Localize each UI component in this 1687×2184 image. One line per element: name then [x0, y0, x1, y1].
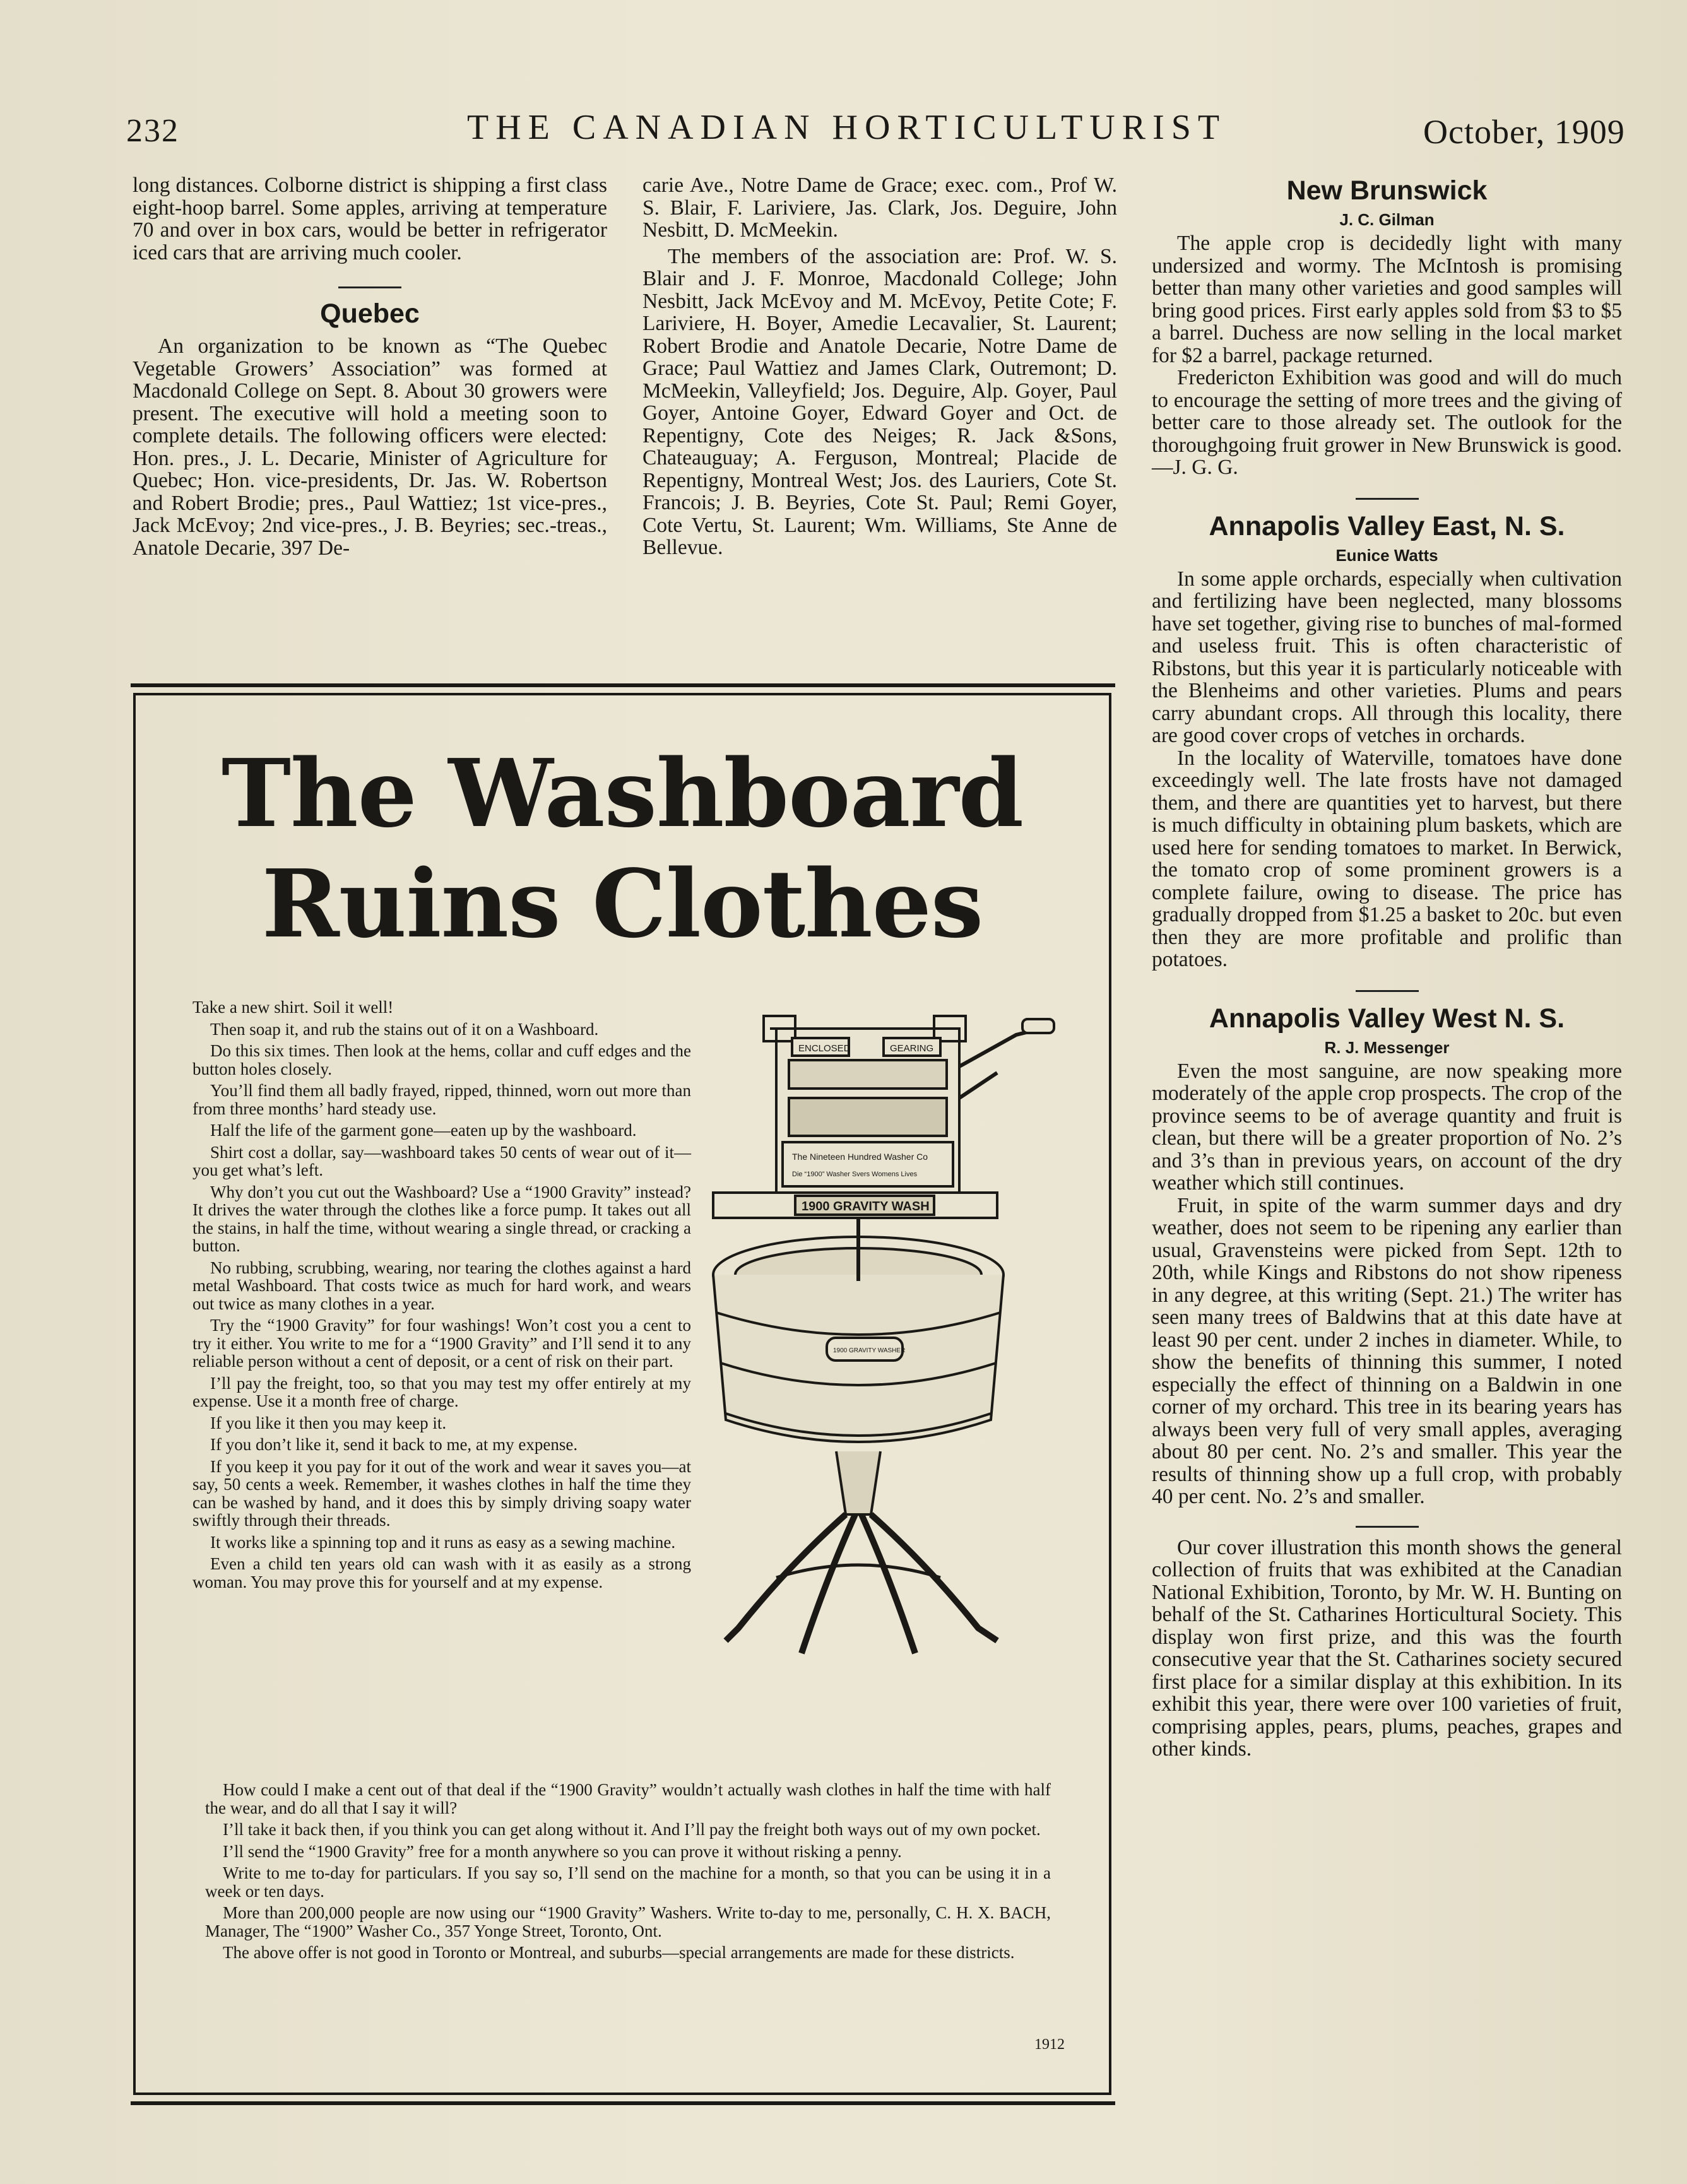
wringer-plate-left-text: ENCLOSED: [798, 1043, 851, 1054]
ad-paragraph: Do this six times. Then look at the hems, collar and cuff edges and the button holes closely.: [192, 1041, 691, 1078]
tub-plate-text: 1900 GRAVITY WASHER: [833, 1347, 906, 1354]
ad-footer-paragraph: Write to me to-day for particulars. If you say so, I’ll send on the machine for a month, so that you can be using it in a week or ten days.: [205, 1863, 1051, 1901]
ad-paragraph: I’ll pay the freight, too, so that you may test my offer entirely at my expense. Use it a month free of charge.: [192, 1373, 691, 1410]
ad-footer-paragraph: More than 200,000 people are now using our “1900 Gravity” Washers. Write to-day to me, personally, C. H. X. BACH, Manager, The “1900” Washer Co., 357 Yonge Street, Toronto, Ont.: [205, 1903, 1051, 1940]
stand-leg-3: [802, 1514, 855, 1653]
nb-author: J. C. Gilman: [1339, 210, 1435, 229]
avw-author: R. J. Messenger: [1324, 1037, 1450, 1057]
wringer-roller-top: [789, 1060, 947, 1089]
ad-paragraph: Take a new shirt. Soil it well!: [192, 998, 394, 1017]
quebec-text: An organization to be known as “The Quebec Vegetable Growers’ Association” was formed at Macdonald College on Sept. 8. About 30 growers were present. The executive will hold a meeting soon to complete details. The following officers were elected: Hon. pres., J. L. Decarie, Minister of Agriculture for Quebec; Hon. vice-presidents, Dr. Jas. W. Robertson and Robert Brodie; pres., Paul Wattiez; 1st vice-pres., Jack McEvoy; 2nd vice-pres., J. B. Beyries; sec.-treas., Anatole Decarie, 397 De-: [133, 334, 607, 560]
avw-p2: Fruit, in spite of the warm summer days and dry weather, does not seem to be ripening any earlier than usual, Gravensteins were picked from Sept. 12th to 20th, while Kings and Ribstons do not show ripeness in any degree, at this writing (Sept. 21.) The writer has seen many trees of Baldwins that at this date have at least 90 per cent. under 2 inches in diameter. While, to show the benefits of thinning this summer, I noted especially the effect of thinning on a Baldwin in one corner of my orchard. This tree in its bearing years has always been very full of very small apples, averaging about 80 per cent. No. 2’s and smaller. This year the results of thinning show up a full crop, with probably 40 per cent. No. 2’s and smaller.: [1152, 1193, 1622, 1508]
ad-paragraph: Try the “1900 Gravity” for four washings! Won’t cost you a cent to try it either. You write to me for a “1900 Gravity” and I’ll send it to any reliable person without a cent of deposit, or a cent of risk on their part.: [192, 1316, 691, 1371]
ad-footer-paragraph: The above offer is not good in Toronto or Montreal, and suburbs—special arrangements are made for these districts.: [223, 1943, 1015, 1962]
washing-machine-illustration: [701, 1010, 1067, 1672]
column-1: [133, 174, 607, 559]
ave-heading: Annapolis Valley East, N. S.: [1209, 511, 1565, 541]
page-header: [120, 101, 1635, 158]
ave-author: Eunice Watts: [1335, 545, 1438, 565]
col1-intro: long distances. Colborne district is shipping a first class eight-hoop barrel. Some apples, arriving at temperature 70 and over in box cars, would be better in refrigerator iced cars that are arriving much cooler.: [133, 174, 607, 264]
avw-p1: Even the most sanguine, are now speaking more moderately of the apple crop prospects. The crop of the province seems to be of average quantity and fruit is clean, but there will be a greater proportion of No. 2’s and 3’s than in previous years, on account of the dry weather which still continues.: [1152, 1059, 1622, 1195]
ad-paragraph: No rubbing, scrubbing, wearing, nor tearing the clothes against a hard metal Washboard. That costs twice as much for hard work, and wears out twice as many clothes in a year.: [192, 1258, 691, 1313]
ad-footer-paragraph: How could I make a cent out of that deal if the “1900 Gravity” wouldn’t actually wash clothes in half the time with half the wear, and do all that I say it will?: [205, 1780, 1051, 1817]
ave-p2: In the locality of Waterville, tomatoes have done exceedingly well. The late frosts have not damaged them, and there are quantities yet to harvest, but there is much difficulty in obtaining plum baskets, which are used here for sending tomatoes to market. In Berwick, the tomato crop of some prominent growers is a complete failure, owing to disease. The price has gradually dropped from $1.25 a basket to 20c. but even then they are more profitable and prolific than potatoes.: [1152, 746, 1622, 971]
ad-paragraph: You’ll find them all badly frayed, ripped, thinned, worn out more than from three months’ hard steady use.: [192, 1081, 691, 1118]
ad-code: 1912: [1034, 2036, 1065, 2053]
ad-body-text: [192, 998, 691, 1595]
stand-brace: [776, 1565, 940, 1578]
maker-plate: [783, 1142, 953, 1186]
ad-paragraph: Even a child ten years old can wash with it as easily as a strong woman. You may prove this for yourself and at my expense.: [192, 1554, 691, 1591]
ad-paragraph: Then soap it, and rub the stains out of it on a Washboard.: [210, 1019, 599, 1039]
cover-illustration-note: Our cover illustration this month shows the general collection of fruits that was exhibited at the Canadian National Exhibition, Toronto, by Mr. W. H. Bunting on behalf of the St. Catharines Horticultural Society. This display won first prize, and this was the fourth consecutive year that the St. Catharines society secured first place for a similar display at this exhibition. In its exhibit this year, there were over 100 varieties of fruit, comprising apples, pears, plums, peaches, grapes and other kinds.: [1152, 1535, 1622, 1761]
ad-paragraph: It works like a spinning top and it runs as easy as a sewing machine.: [210, 1532, 676, 1552]
ad-footer-text: [205, 1781, 1051, 1966]
ad-footer-paragraph: I’ll take it back then, if you think you can get along without it. And I’ll pay the freight both ways out of my own pocket.: [223, 1820, 1041, 1839]
ave-p1: In some apple orchards, especially when cultivation and fertilizing have been neglected, many blossoms have set together, giving rise to bunches of mal-formed and useless fruit. This is often characteristic of Ribstons, but this year it is particularly noticeable with the Blenheims and other varieties. Plums and pears carry abundant crops. All through this locality, there are good cover crops of vetches in orchards.: [1152, 567, 1622, 747]
nb-p2: Fredericton Exhibition was good and will do much to encourage the setting of more trees and the giving of better care to those already set. The outlook for the thoroughgoing fruit grower in New Brunswick is good.—J. G. G.: [1152, 366, 1622, 479]
ad-bottom-rule: [131, 2101, 1115, 2105]
ad-footer-paragraph: I’ll send the “1900 Gravity” free for a month anywhere so you can prove it without risking a penny.: [223, 1841, 902, 1861]
nb-p1: The apple crop is decidedly light with many undersized and wormy. The McIntosh is promising better than many other varieties and good samples will bring good prices. First early apples sold from $3 to $5 a barrel. Duchess are now selling in the local market for $2 a barrel, package returned.: [1152, 232, 1622, 367]
ad-paragraph: Shirt cost a dollar, say—washboard takes 50 cents of wear out of it—you get what’s left.: [192, 1142, 691, 1179]
page-number: 232: [126, 113, 179, 149]
maker-plate-text-2: Die “1900” Washer Svers Womens Lives: [792, 1171, 918, 1178]
maker-plate-text: The Nineteen Hundred Washer Co: [792, 1152, 928, 1162]
crank-grip: [1022, 1019, 1054, 1033]
wringer-roller-bottom: [789, 1098, 947, 1136]
ad-paragraph: If you like it then you may keep it.: [210, 1413, 447, 1432]
col2-p1: carie Ave., Notre Dame de Grace; exec. com., Prof W. S. Blair, F. Lariviere, Jas. Clark, Jos. Deguire, John Nesbitt, D. McMeekin.: [642, 174, 1117, 242]
ad-top-rule: [131, 683, 1115, 687]
col2-p2: The members of the association are: Prof. W. S. Blair and J. F. Monroe, Macdonald College; John Nesbitt, Jack McEvoy and M. McEvoy, Petite Cote; F. Lariviere, H. Boyer, Amedie Lecavalier, St. Laurent; Robert Brodie and Anatole Decarie, Notre Dame de Grace; Paul Wattiez and James Clark, Outremont; D. McMeekin, Valleyfield; Jos. Deguire, Alp. Goyer, Paul Goyer, Antoine Goyer, Edward Goyer and Oct. de Repentigny, Cote des Neiges; R. Jack &Sons, Chateauguay; A. Ferguson, Montreal; Placide de Repentigny, Montreal West; Jos. des Lauriers, Cote St. Francois; J. B. Beyries, Cote St. Paul; Remi Goyer, Cote Vertu, St. Laurent; Wm. Williams, Ste Anne de Bellevue.: [642, 244, 1117, 559]
ad-paragraph: If you don’t like it, send it back to me, at my expense.: [210, 1435, 578, 1454]
ad-paragraph: Why don’t you cut out the Washboard? Use a “1900 Gravity” instead? It drives the water through the clothes like a force pump. It takes out all the stains, in half the time, without wearing a single thread, or cracking a button.: [192, 1182, 691, 1255]
publication-title: THE CANADIAN HORTICULTURIST: [467, 108, 1227, 147]
issue-date: October, 1909: [1423, 113, 1625, 151]
nb-heading: New Brunswick: [1286, 175, 1488, 206]
ad-headline-line2: Ruins Clothes: [261, 849, 983, 959]
stand-column: [836, 1451, 880, 1514]
ad-paragraph: Half the life of the garment gone—eaten up by the washboard.: [210, 1121, 637, 1140]
column-2: [642, 174, 1117, 559]
quebec-heading: Quebec: [320, 298, 420, 329]
wringer-plate-right-text: GEARING: [890, 1043, 934, 1054]
brand-plate-text: 1900 GRAVITY WASH: [802, 1200, 930, 1213]
ad-headline-line1: The Washboard: [221, 738, 1024, 848]
column-3: [1152, 174, 1622, 1761]
avw-heading: Annapolis Valley West N. S.: [1209, 1003, 1565, 1034]
crank-handle: [959, 1029, 1041, 1098]
ad-paragraph: If you keep it you pay for it out of the work and wear it saves you—at say, 50 cents a week. Remember, it washes clothes in half the time they can be washed by hand, and it does this by simply driving soapy water swiftly through their threads.: [192, 1456, 691, 1530]
stand-leg-4: [861, 1514, 915, 1653]
